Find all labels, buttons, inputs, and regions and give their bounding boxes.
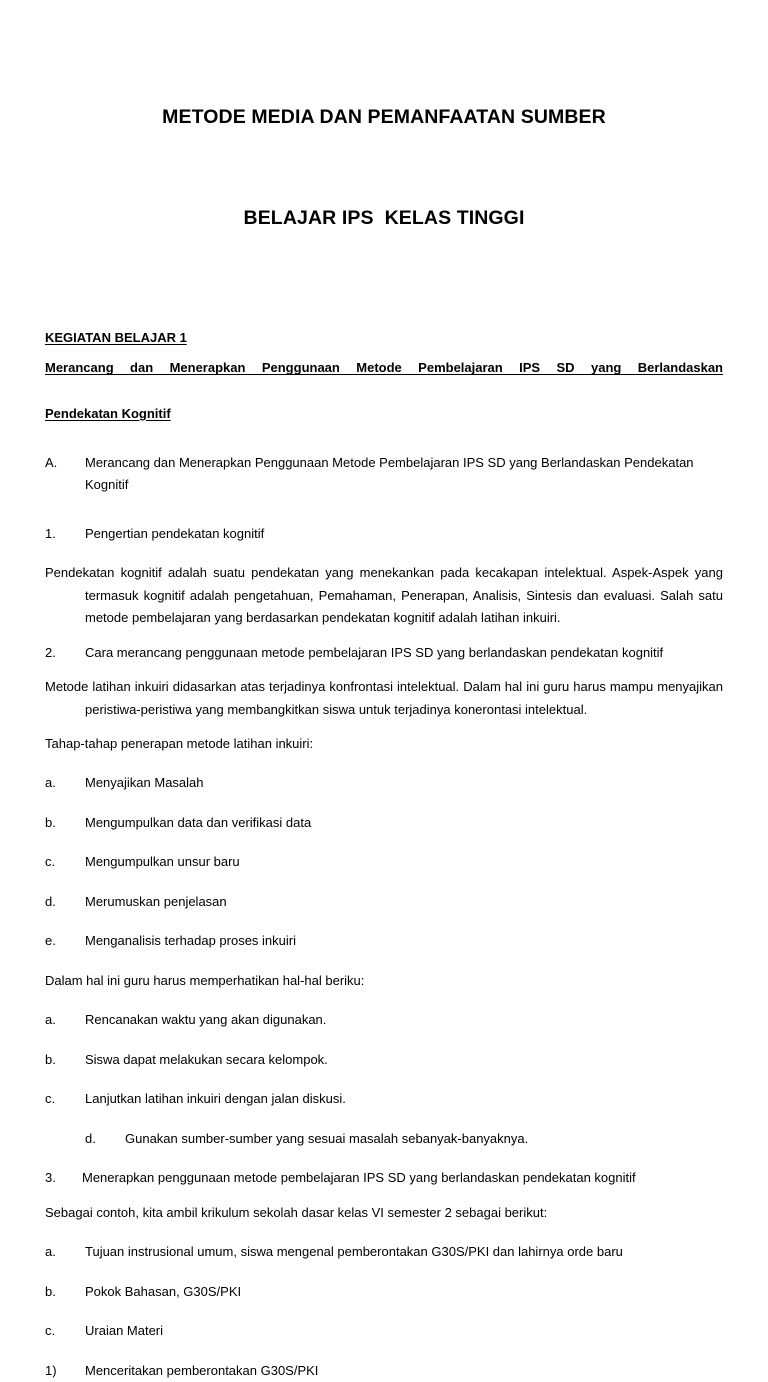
list-marker: 1)	[45, 1362, 57, 1378]
section-label: KEGIATAN BELAJAR 1	[45, 330, 187, 346]
list-item-contoh-c	[45, 1320, 723, 1342]
section-heading-line-1: Merancang dan Menerapkan Penggunaan Metode Pembelajaran IPS SD yang Berlandaskan	[45, 360, 723, 376]
list-item-perhatikan-d	[45, 1128, 723, 1150]
spacer	[45, 1150, 723, 1167]
list-item-tahap-e	[45, 930, 723, 952]
list-marker: 1.	[45, 525, 56, 541]
spacer	[45, 874, 723, 891]
spacer	[45, 1224, 723, 1241]
list-marker: a.	[45, 775, 56, 791]
page-title-line-1: METODE MEDIA DAN PEMANFAATAN SUMBER	[162, 106, 606, 129]
section-heading-line-2: Pendekatan Kognitif	[45, 405, 171, 421]
spacer	[45, 348, 723, 357]
list-item-tahap-c	[45, 851, 723, 873]
list-marker: b.	[45, 1051, 56, 1067]
list-marker: b.	[45, 814, 56, 830]
list-marker: c.	[45, 854, 56, 870]
spacer	[45, 992, 723, 1009]
spacer	[45, 630, 723, 642]
spacer	[45, 302, 723, 328]
list-item-text: Siswa dapat melakukan secara kelompok.	[85, 1051, 328, 1067]
spacer	[45, 795, 723, 812]
list-marker: a.	[45, 1012, 56, 1028]
list-item-tahap-a	[45, 772, 723, 794]
list-item-perhatikan-a	[45, 1009, 723, 1031]
list-item-3	[45, 1167, 723, 1189]
list-marker: b.	[45, 1283, 56, 1299]
spacer	[45, 1190, 723, 1202]
list-item-text: Menerapkan penggunaan metode pembelajaran IPS SD yang berlandaskan pendekatan kognitif	[82, 1170, 636, 1186]
list-marker: a.	[45, 1244, 56, 1260]
list-marker: e.	[45, 933, 56, 949]
list-item-text: Merancang dan Menerapkan Penggunaan Metode Pembelajaran IPS SD yang Berlandaskan Pendekatan Kognitif	[85, 454, 694, 493]
list-marker: 3.	[45, 1170, 56, 1186]
spacer	[45, 1071, 723, 1088]
list-item-perhatikan-c	[45, 1088, 723, 1110]
list-item-tahap-d	[45, 891, 723, 913]
spacer	[45, 1264, 723, 1281]
list-item-1	[45, 523, 723, 545]
intro-hal-hal-beriku: Dalam hal ini guru harus memperhatikan hal-hal beriku:	[45, 972, 365, 988]
section-heading	[45, 357, 723, 425]
list-item-contoh-b	[45, 1281, 723, 1303]
list-item-text: Uraian Materi	[85, 1323, 164, 1339]
page-title-line-2: BELAJAR IPS KELAS TINGGI	[243, 206, 525, 229]
list-item-text: Pokok Bahasan, G30S/PKI	[85, 1283, 242, 1299]
list-marker: c.	[45, 1091, 56, 1107]
paragraph-pengertian-kognitif: Pendekatan kognitif adalah suatu pendekatan yang menekankan pada kecakapan intelektual. Aspek-Aspek yang termasuk kognitif adalah pengetahuan, Pemahaman, Penerapan, Analisis, Sintesis dan evaluasi. Salah satu metode pembelajaran yang berdasarkan pendekatan kognitif adalah latihan inkuiri.	[45, 565, 723, 626]
intro-sebagai-contoh: Sebagai contoh, kita ambil krikulum sekolah dasar kelas VI semester 2 sebagai berikut:	[45, 1204, 548, 1220]
spacer	[45, 755, 723, 772]
list-item-text: Menyajikan Masalah	[85, 775, 204, 791]
intro-tahap-tahap: Tahap-tahap penerapan metode latihan inkuiri:	[45, 736, 314, 751]
page-title	[45, 30, 723, 302]
list-marker: A.	[45, 454, 58, 470]
spacer	[45, 545, 723, 562]
spacer	[45, 1303, 723, 1320]
spacer	[45, 497, 723, 523]
spacer	[45, 664, 723, 676]
list-marker: d.	[85, 1130, 96, 1146]
list-item-text: Cara merancang penggunaan metode pembelajaran IPS SD yang berlandaskan pendekatan kognitif	[85, 644, 664, 660]
paragraph-metode-latihan-inkuiri: Metode latihan inkuiri didasarkan atas terjadinya konfrontasi intelektual. Dalam hal ini guru harus mampu menyajikan peristiwa-peristiwa yang membangkitkan siswa untuk terjadinya konerontasi intelektual.	[45, 679, 723, 717]
list-item-text: Gunakan sumber-sumber yang sesuai masalah sebanyak-banyaknya.	[125, 1130, 529, 1146]
spacer	[45, 834, 723, 851]
list-item-text: Merumuskan penjelasan	[85, 893, 227, 909]
spacer	[45, 721, 723, 733]
list-item-text: Pengertian pendekatan kognitif	[85, 525, 265, 541]
list-item-sub-1	[45, 1360, 723, 1382]
list-item-2	[45, 642, 723, 664]
spacer	[45, 1032, 723, 1049]
list-item-text: Mengumpulkan data dan verifikasi data	[85, 814, 312, 830]
list-item-tahap-b	[45, 812, 723, 834]
list-item-text: Lanjutkan latihan inkuiri dengan jalan diskusi.	[85, 1091, 346, 1107]
list-item-contoh-a	[45, 1241, 723, 1263]
list-item-a-section	[45, 452, 723, 497]
list-item-text: Menceritakan pemberontakan G30S/PKI	[85, 1362, 319, 1378]
spacer	[45, 953, 723, 970]
spacer	[45, 426, 723, 452]
list-marker: d.	[45, 893, 56, 909]
spacer	[45, 1343, 723, 1360]
spacer	[45, 913, 723, 930]
list-item-perhatikan-b	[45, 1049, 723, 1071]
list-item-text: Menganalisis terhadap proses inkuiri	[85, 933, 297, 949]
list-item-text: Mengumpulkan unsur baru	[85, 854, 240, 870]
spacer	[45, 1111, 723, 1128]
list-marker: 2.	[45, 644, 56, 660]
list-item-text: Rencanakan waktu yang akan digunakan.	[85, 1012, 327, 1028]
list-marker: c.	[45, 1323, 56, 1339]
list-item-text: Tujuan instrusional umum, siswa mengenal pemberontakan G30S/PKI dan lahirnya orde baru	[85, 1244, 623, 1260]
